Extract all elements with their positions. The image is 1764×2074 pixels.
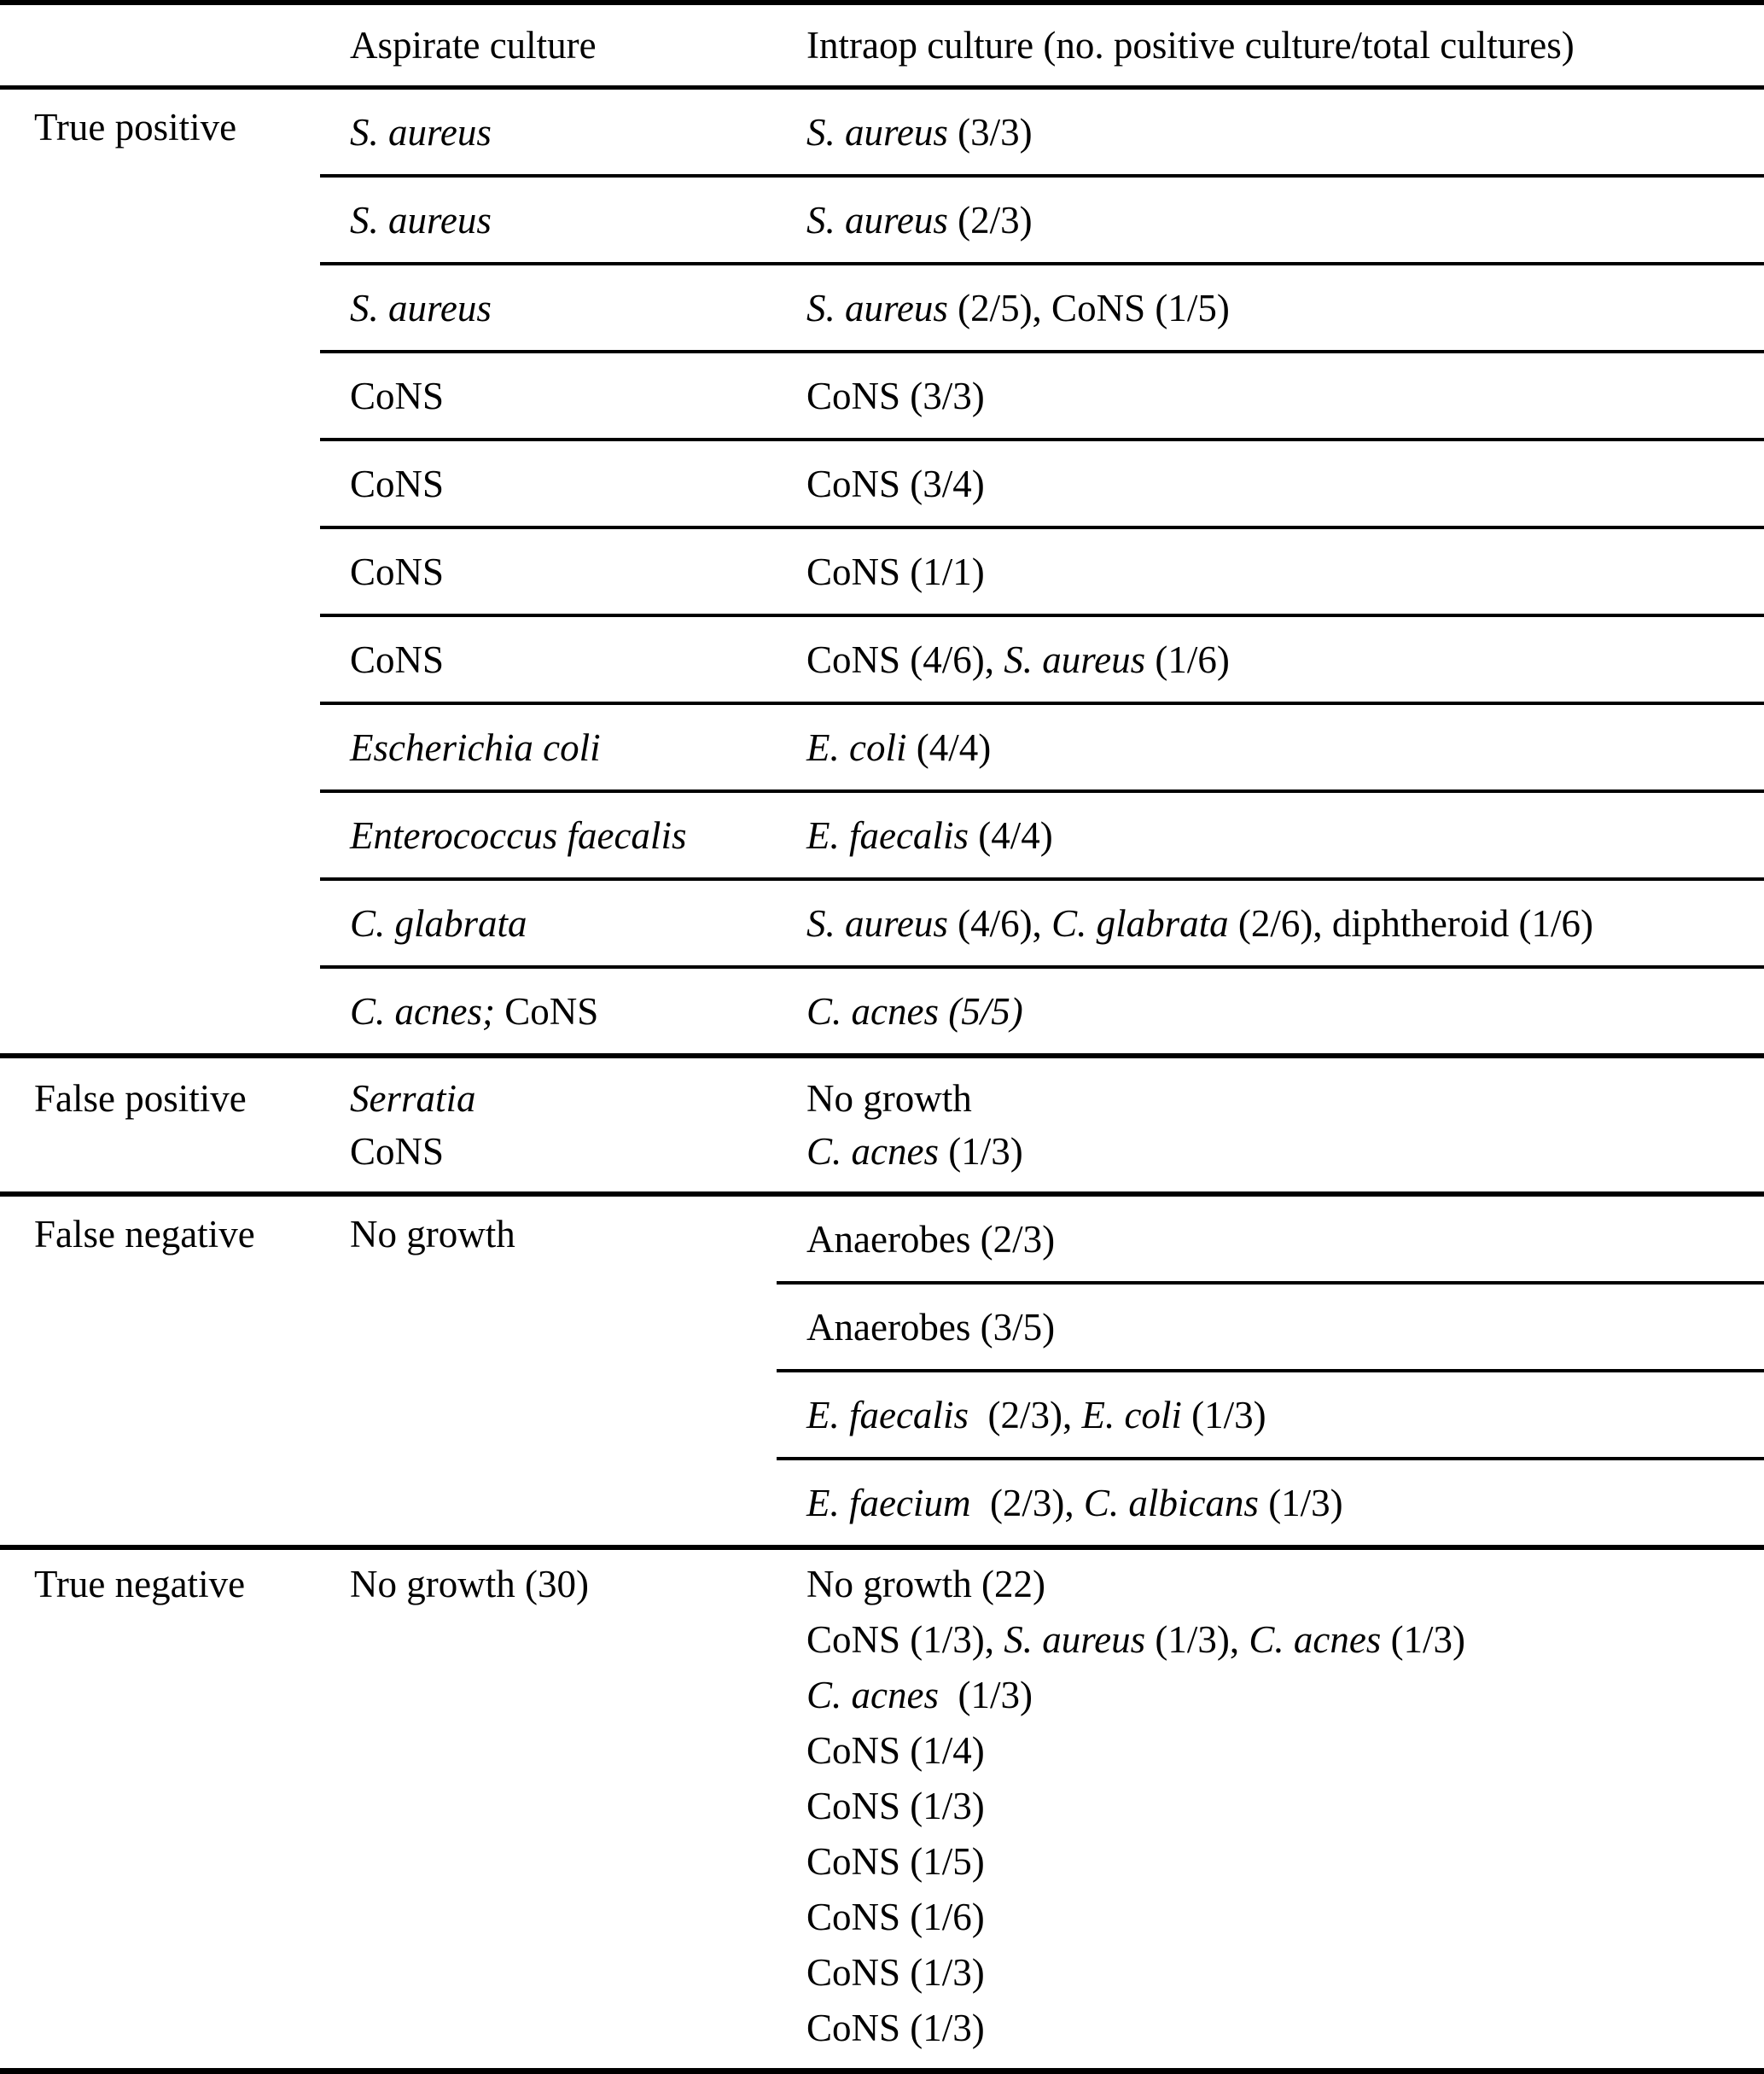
aspirate-cell <box>320 352 777 440</box>
species-name-italic: S. aureus <box>350 198 492 242</box>
species-name-italic: S. aureus <box>350 110 492 154</box>
cell-line <box>806 1668 1764 1723</box>
species-name-italic: C. acnes; <box>350 989 495 1033</box>
text-run: (3/3) <box>947 110 1033 154</box>
text-run: (2/3), <box>970 1481 1084 1524</box>
aspirate-cell <box>320 879 777 967</box>
aspirate-cell <box>320 703 777 791</box>
cell-line <box>806 2001 1764 2056</box>
table-body <box>0 88 1764 2071</box>
species-name-italic: S. aureus <box>350 286 492 329</box>
cell-line <box>350 1557 777 1612</box>
text-run: CoNS <box>350 1130 445 1173</box>
text-run: (2/3) <box>947 198 1033 242</box>
species-name-italic: E. coli <box>806 725 907 769</box>
species-name-italic: C. acnes <box>806 1130 939 1173</box>
aspirate-cell <box>320 527 777 615</box>
intraop-cell <box>777 879 1764 967</box>
cell-line <box>806 1072 1764 1125</box>
text-run: CoNS (1/5) <box>806 1840 985 1883</box>
species-name-italic: S. aureus <box>806 901 948 945</box>
aspirate-cell <box>320 264 777 352</box>
text-run: CoNS (3/3) <box>806 374 985 417</box>
cell-line <box>806 1125 1764 1178</box>
intraop-cell <box>777 615 1764 703</box>
species-name-italic: S. aureus <box>1004 638 1146 681</box>
species-name-italic: E. faecium <box>806 1481 971 1524</box>
aspirate-cell <box>320 791 777 879</box>
text-run: CoNS <box>350 374 445 417</box>
species-name-italic: S. aureus <box>806 110 948 154</box>
species-name-italic: E. faecalis <box>806 813 969 857</box>
text-run: No growth <box>806 1077 972 1120</box>
cell-line <box>806 1723 1764 1779</box>
section-label <box>0 1547 320 2071</box>
species-name-italic: C. acnes <box>1249 1618 1382 1661</box>
section-label <box>0 1194 320 1547</box>
text-run: (1/6) <box>1145 638 1230 681</box>
col-header-category <box>0 3 320 88</box>
text-run: (2/6), diphtheroid (1/6) <box>1228 901 1594 945</box>
text-run: (2/5), CoNS (1/5) <box>947 286 1230 329</box>
species-name-italic: Enterococcus faecalis <box>350 813 687 857</box>
text-run: (4/4) <box>968 813 1053 857</box>
text-run: CoNS (3/4) <box>806 462 985 505</box>
aspirate-cell <box>320 88 777 177</box>
text-run: (1/3) <box>1381 1618 1466 1661</box>
intraop-cell <box>777 1056 1764 1194</box>
text-run: CoNS <box>350 638 445 681</box>
text-run: (1/3) <box>1181 1393 1266 1436</box>
intraop-cell <box>777 352 1764 440</box>
section-label <box>0 1056 320 1194</box>
text-run: CoNS (4/6), <box>806 638 1004 681</box>
species-name-italic: S. aureus <box>806 286 948 329</box>
aspirate-cell <box>320 440 777 527</box>
text-run: True negative <box>34 1563 246 1605</box>
cell-line <box>350 1125 777 1178</box>
intraop-cell <box>777 703 1764 791</box>
cell-line <box>806 1557 1764 1612</box>
intraop-cell <box>777 440 1764 527</box>
species-name-italic: C. glabrata <box>1051 901 1229 945</box>
species-name-italic: E. coli <box>1081 1393 1182 1436</box>
text-run: (1/3) <box>1258 1481 1343 1524</box>
aspirate-cell <box>320 176 777 264</box>
cell-line <box>806 1779 1764 1834</box>
intraop-cell <box>777 1371 1764 1459</box>
aspirate-cell <box>320 967 777 1056</box>
text-run: No growth <box>350 1213 515 1255</box>
species-name-italic: Serratia <box>350 1077 476 1120</box>
aspirate-cell <box>320 1194 777 1547</box>
text-run: (4/4) <box>906 725 992 769</box>
intraop-cell <box>777 1459 1764 1547</box>
aspirate-cell <box>320 1056 777 1194</box>
text-run: No growth (30) <box>350 1563 589 1605</box>
intraop-cell <box>777 791 1764 879</box>
text-run: No growth (22) <box>806 1563 1045 1605</box>
species-name-italic: C. acnes (5/5) <box>806 989 1023 1033</box>
intraop-cell <box>777 1194 1764 1283</box>
text-run: CoNS (1/4) <box>806 1729 985 1772</box>
intraop-cell <box>777 1547 1764 2071</box>
col-header-aspirate: Aspirate culture <box>320 3 777 88</box>
text-run: Anaerobes (3/5) <box>806 1305 1056 1349</box>
aspirate-cell <box>320 615 777 703</box>
intraop-cell <box>777 176 1764 264</box>
text-run: CoNS (1/6) <box>806 1896 985 1938</box>
species-name-italic: C. acnes <box>806 1674 939 1716</box>
text-run: Anaerobes (2/3) <box>806 1217 1056 1261</box>
cell-line <box>806 1945 1764 2001</box>
text-run: (4/6), <box>947 901 1052 945</box>
text-run: (1/3), <box>1145 1618 1249 1661</box>
species-name-italic: C. albicans <box>1083 1481 1259 1524</box>
intraop-cell <box>777 527 1764 615</box>
intraop-cell <box>777 967 1764 1056</box>
col-header-intraop: Intraop culture (no. positive culture/total cultures) <box>777 3 1764 88</box>
text-run: (2/3), <box>968 1393 1082 1436</box>
species-name-italic: C. glabrata <box>350 901 527 945</box>
text-run: CoNS (1/3) <box>806 2007 985 2049</box>
species-name-italic: E. faecalis <box>806 1393 969 1436</box>
text-run: (1/3) <box>938 1130 1023 1173</box>
intraop-cell <box>777 88 1764 177</box>
table-row <box>0 1194 1764 1283</box>
table-row <box>0 88 1764 177</box>
text-run: False negative <box>34 1213 255 1255</box>
species-name-italic: S. aureus <box>806 198 948 242</box>
species-name-italic: Escherichia coli <box>350 725 601 769</box>
text-run: CoNS <box>350 550 445 593</box>
table-row <box>0 1056 1764 1194</box>
table-header <box>0 3 1764 88</box>
text-run: CoNS <box>494 989 599 1033</box>
text-run: False positive <box>34 1077 247 1120</box>
text-run: True positive <box>34 106 237 149</box>
species-name-italic: S. aureus <box>1004 1618 1146 1661</box>
cell-line <box>806 1890 1764 1945</box>
section-label <box>0 88 320 1057</box>
intraop-cell <box>777 1283 1764 1371</box>
text-run: CoNS (1/3) <box>806 1785 985 1827</box>
table-row <box>0 1547 1764 2071</box>
cell-line <box>806 1834 1764 1890</box>
aspirate-cell <box>320 1547 777 2071</box>
text-run: CoNS <box>350 462 445 505</box>
text-run: CoNS (1/1) <box>806 550 985 593</box>
cell-line <box>806 1612 1764 1668</box>
cell-line <box>350 1072 777 1125</box>
header-row <box>0 3 1764 88</box>
intraop-cell <box>777 264 1764 352</box>
text-run: CoNS (1/3), <box>806 1618 1004 1661</box>
text-run: (1/3) <box>938 1674 1033 1716</box>
text-run: CoNS (1/3) <box>806 1951 985 1994</box>
